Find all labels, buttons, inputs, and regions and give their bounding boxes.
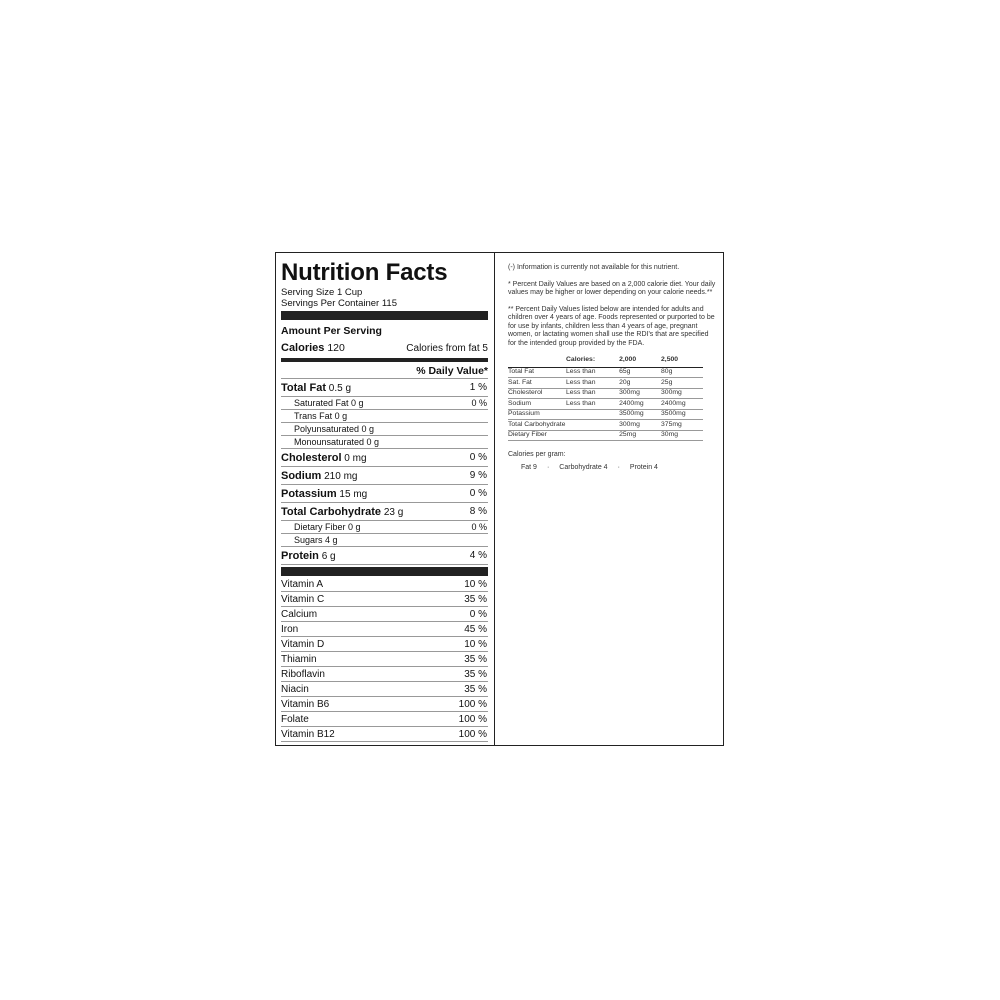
table-cell: Less than <box>566 367 619 378</box>
table-row <box>508 430 703 441</box>
nutrient-name: Dietary Fiber 0 g <box>294 522 361 532</box>
nutrient-name: Saturated Fat 0 g <box>294 398 364 408</box>
vitamin-row <box>281 712 488 727</box>
vitamin-name: Iron <box>281 623 299 635</box>
daily-value-header-label: % Daily Value* <box>416 364 488 377</box>
nutrient-label: Potassium <box>281 487 337 500</box>
nutrient-label: Protein <box>281 549 319 562</box>
calories-per-gram <box>508 464 717 473</box>
calories-value: 120 <box>327 342 345 354</box>
vitamin-pct: 35 % <box>464 653 487 665</box>
table-cell: Sodium <box>508 399 566 410</box>
vitamin-name: Vitamin A <box>281 578 324 590</box>
vitamin-pct: 35 % <box>464 593 487 605</box>
nutrient-pct: 8 % <box>469 506 487 517</box>
nutrient-name: Sugars 4 g <box>294 535 338 545</box>
vitamin-row <box>281 622 488 637</box>
nutrient-name: Monounsaturated 0 g <box>294 437 380 447</box>
nutrient-row <box>281 485 488 503</box>
nutrient-pct: 0 % <box>471 398 487 408</box>
table-cell <box>566 430 619 441</box>
calories-label: Calories <box>281 342 325 354</box>
vitamin-row <box>281 577 488 592</box>
nutrition-facts-label <box>275 252 724 746</box>
daily-value-header <box>281 363 488 379</box>
vitamin-list <box>281 577 488 742</box>
table-row <box>508 378 703 389</box>
calories-row <box>281 339 488 357</box>
nutrient-amount: 0 mg <box>344 452 367 464</box>
vitamin-row <box>281 607 488 622</box>
nutrient-label: Cholesterol <box>281 451 342 464</box>
nutrient-amount: 0.5 g <box>328 382 352 394</box>
daily-value-table <box>508 356 703 441</box>
thick-divider <box>281 567 488 576</box>
table-cell <box>566 420 619 431</box>
table-row <box>508 420 703 431</box>
vitamin-pct: 100 % <box>458 728 487 740</box>
vitamin-name: Vitamin B12 <box>281 728 335 740</box>
nutrient-pct: 0 % <box>469 452 487 463</box>
vitamin-pct: 100 % <box>458 698 487 710</box>
nutrient-row <box>281 397 488 410</box>
nutrient-row <box>281 410 488 423</box>
nutrient-label: Total Carbohydrate <box>281 505 382 518</box>
table-cell: 20g <box>619 378 661 389</box>
nutrient-name: Trans Fat 0 g <box>294 411 348 421</box>
nutrient-name <box>281 550 336 562</box>
vitamin-name: Thiamin <box>281 653 317 665</box>
nutrient-name <box>281 452 367 464</box>
nutrition-panel <box>276 253 495 745</box>
nutrient-amount: 15 mg <box>339 488 368 500</box>
table-cell: 25mg <box>619 430 661 441</box>
medium-divider <box>281 358 488 362</box>
calories-label-group <box>281 342 345 354</box>
table-cell: 300mg <box>661 388 703 399</box>
vitamin-pct: 35 % <box>464 668 487 680</box>
nutrient-name <box>281 382 351 394</box>
nutrient-label: Total Fat <box>281 381 327 394</box>
vitamin-name: Riboflavin <box>281 668 325 680</box>
table-cell: 375mg <box>661 420 703 431</box>
table-cell: 2400mg <box>661 399 703 410</box>
nutrient-row <box>281 423 488 436</box>
serving-size: Serving Size 1 Cup <box>281 287 363 298</box>
vitamin-pct: 45 % <box>464 623 487 635</box>
nutrient-row <box>281 521 488 534</box>
table-cell: Less than <box>566 378 619 389</box>
nutrient-label: Sodium <box>281 469 322 482</box>
vitamin-pct: 10 % <box>464 638 487 650</box>
table-header-cell: 2,000 <box>619 356 661 367</box>
vitamin-name: Calcium <box>281 608 318 620</box>
table-cell: Potassium <box>508 409 566 420</box>
table-cell: 80g <box>661 367 703 378</box>
nutrient-row <box>281 467 488 485</box>
table-cell: 3500mg <box>619 409 661 420</box>
calories-per-gram-item: Fat 9 <box>521 463 537 471</box>
table-cell: 300mg <box>619 420 661 431</box>
nutrient-pct: 9 % <box>469 470 487 481</box>
footnote-daily-values: * Percent Daily Values are based on a 2,000 calorie diet. Your daily values may be higher or lower depending on your calorie needs.** <box>508 280 716 296</box>
table-row <box>508 367 703 378</box>
nutrient-list <box>281 379 488 565</box>
vitamin-pct: 0 % <box>469 608 487 620</box>
servings-per-container: Servings Per Container 115 <box>281 298 397 309</box>
vitamin-row <box>281 667 488 682</box>
table-cell <box>566 409 619 420</box>
table-cell: Less than <box>566 399 619 410</box>
table-cell: 30mg <box>661 430 703 441</box>
table-cell: Sat. Fat <box>508 378 566 389</box>
nutrient-name <box>281 470 357 482</box>
table-header-row <box>508 356 703 367</box>
vitamin-row <box>281 682 488 697</box>
calories-per-gram-item: Carbohydrate 4 <box>559 463 608 471</box>
footnote-unavailable: (-) Information is currently not available for this nutrient. <box>508 264 680 271</box>
table-header-cell: Calories: <box>566 356 619 367</box>
label-title: Nutrition Facts <box>281 259 448 286</box>
nutrient-row <box>281 534 488 547</box>
table-body <box>508 367 703 441</box>
table-cell: 300mg <box>619 388 661 399</box>
nutrient-pct: 4 % <box>469 550 487 561</box>
table-cell: Less than <box>566 388 619 399</box>
table-cell: Cholesterol <box>508 388 566 399</box>
table-cell: 65g <box>619 367 661 378</box>
nutrient-name: Polyunsaturated 0 g <box>294 424 375 434</box>
thick-divider <box>281 311 488 320</box>
table-header-cell: 2,500 <box>661 356 703 367</box>
vitamin-pct: 35 % <box>464 683 487 695</box>
nutrient-amount: 210 mg <box>324 470 358 482</box>
nutrient-row <box>281 379 488 397</box>
calories-per-gram-label: Calories per gram: <box>508 451 566 458</box>
footnote-rdi: ** Percent Daily Values listed below are intended for adults and children over 4 years of age. Foods represented or purported to be for use by infants, children less than 4 years of age, pregnant women, or lactating women shall use the RDI's that are specified for the intended group provided by the FDA. <box>508 305 715 347</box>
table-cell: 3500mg <box>661 409 703 420</box>
vitamin-row <box>281 727 488 742</box>
table-row <box>508 388 703 399</box>
amount-per-serving <box>281 321 488 339</box>
nutrient-row <box>281 503 488 521</box>
amount-per-serving-label: Amount Per Serving <box>281 325 382 337</box>
table-cell: 2400mg <box>619 399 661 410</box>
vitamin-row <box>281 637 488 652</box>
calories-from-fat: Calories from fat 5 <box>406 342 488 354</box>
nutrient-name <box>281 488 367 500</box>
calories-per-gram-item: · <box>617 463 620 471</box>
vitamin-name: Niacin <box>281 683 309 695</box>
table-cell: Total Fat <box>508 367 566 378</box>
table-cell: Dietary Fiber <box>508 430 566 441</box>
table-cell: 25g <box>661 378 703 389</box>
vitamin-row <box>281 697 488 712</box>
vitamin-name: Vitamin C <box>281 593 325 605</box>
footnotes-panel <box>495 253 723 745</box>
vitamin-name: Folate <box>281 713 309 725</box>
table-row <box>508 409 703 420</box>
vitamin-pct: 100 % <box>458 713 487 725</box>
nutrient-amount: 6 g <box>321 550 336 562</box>
nutrient-row <box>281 436 488 449</box>
nutrient-name <box>281 506 403 518</box>
calories-per-gram-item: · <box>546 463 550 471</box>
table-row <box>508 399 703 410</box>
vitamin-name: Vitamin B6 <box>281 698 330 710</box>
nutrient-pct: 1 % <box>469 382 487 393</box>
nutrient-pct: 0 % <box>469 488 487 499</box>
table-header-cell <box>508 356 566 367</box>
calories-per-gram-item: Protein 4 <box>629 463 658 471</box>
vitamin-row <box>281 652 488 667</box>
vitamin-pct: 10 % <box>464 578 487 590</box>
nutrient-amount: 23 g <box>383 506 404 518</box>
nutrient-row <box>281 547 488 565</box>
vitamin-name: Vitamin D <box>281 638 325 650</box>
vitamin-row <box>281 592 488 607</box>
nutrient-row <box>281 449 488 467</box>
table-cell: Total Carbohydrate <box>508 420 566 431</box>
nutrient-pct: 0 % <box>471 522 487 532</box>
